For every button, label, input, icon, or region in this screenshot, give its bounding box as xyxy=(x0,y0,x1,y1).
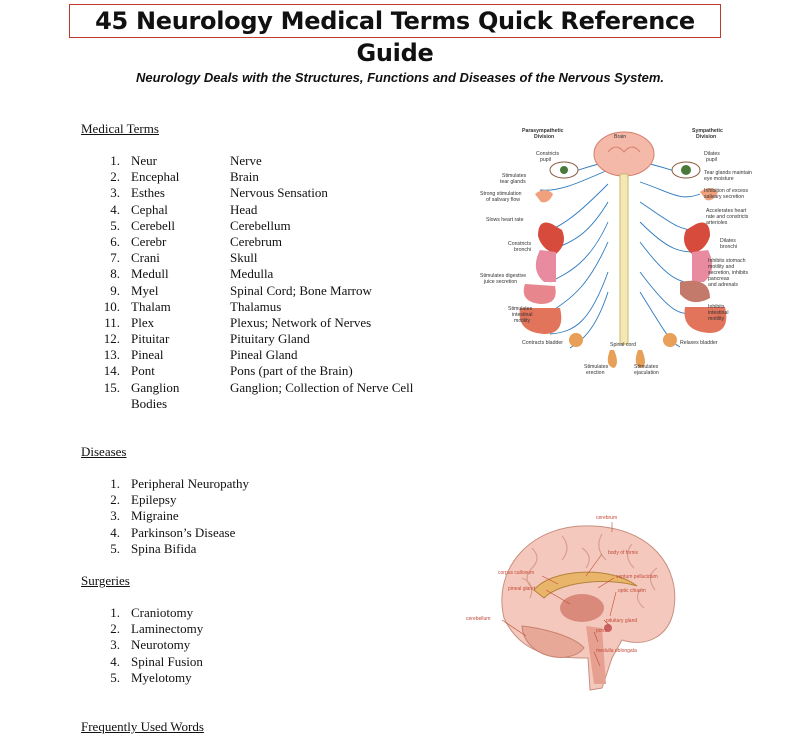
label-intestinal-left: intestinal xyxy=(512,312,533,318)
list-item xyxy=(0,654,400,670)
list-item xyxy=(0,218,440,234)
label-constricts-bronchi: Constricts xyxy=(508,241,532,247)
disease-name: Peripheral Neuropathy xyxy=(131,476,250,491)
label-secretion-inhibits: secretion, inhibits xyxy=(708,270,749,276)
label-inhibits-intestinal: Inhibits xyxy=(708,304,725,310)
item-number: 4. xyxy=(110,653,120,669)
term-meaning: Skull xyxy=(230,250,258,266)
bladder-right-icon xyxy=(663,333,677,347)
term-meaning: Pineal Gland xyxy=(230,347,298,363)
label-erection: erection xyxy=(586,370,605,376)
list-item xyxy=(0,185,440,201)
term-meaning: Thalamus xyxy=(230,298,282,314)
item-number: 2. xyxy=(110,492,120,508)
list-item xyxy=(0,250,440,266)
list-item xyxy=(0,363,440,379)
label-dilates-bronchi: Dilates xyxy=(720,238,736,244)
term-root: Pineal xyxy=(131,347,164,363)
term-root: Neur xyxy=(131,153,157,168)
list-item xyxy=(0,283,440,299)
label-inhibits-stomach: Inhibits stomach xyxy=(708,258,746,264)
diseases-list xyxy=(0,476,400,557)
item-number: 1. xyxy=(110,153,120,168)
label-salivary-secretion: salivary secretion xyxy=(704,194,745,200)
label-sympathetic: Sympathetic xyxy=(692,128,723,134)
frequently-used-heading: Frequently Used Words xyxy=(81,719,204,734)
list-item xyxy=(0,525,400,541)
item-number: 2. xyxy=(110,621,120,637)
item-number: 10. xyxy=(103,298,120,314)
surgery-name: Laminectomy xyxy=(131,621,204,637)
term-meaning: Cerebellum xyxy=(230,217,291,233)
label-stimulates-ejaculation: Stimulates xyxy=(634,364,659,370)
label-bronchi-right: bronchi xyxy=(720,244,738,250)
item-number: 14. xyxy=(103,363,120,379)
item-number: 5. xyxy=(110,669,120,685)
label-bronchi-left: bronchi xyxy=(514,247,532,253)
list-item xyxy=(0,299,440,315)
term-meaning: Ganglion; Collection of Nerve Cell xyxy=(230,379,414,395)
item-number: 4. xyxy=(110,201,120,217)
term-meaning: Head xyxy=(230,201,258,217)
list-item xyxy=(0,347,440,363)
salivary-left-icon xyxy=(535,190,553,202)
item-number: 12. xyxy=(103,331,120,347)
list-item xyxy=(0,670,400,686)
label-pons: pons xyxy=(596,628,607,634)
term-root: Pont xyxy=(131,363,155,379)
item-number: 5. xyxy=(110,217,120,233)
term-root: Esthes xyxy=(131,185,165,201)
label-cerebellum: cerebellum xyxy=(466,616,491,622)
label-division-right: Division xyxy=(696,134,717,140)
label-and-adrenals: and adrenals xyxy=(708,282,738,288)
label-stimulates-tear: Stimulates xyxy=(502,173,527,179)
disease-name: Parkinson’s Disease xyxy=(131,524,236,540)
term-root: Medull xyxy=(131,266,169,282)
item-number: 5. xyxy=(110,540,120,556)
stomach-left-icon xyxy=(524,284,556,304)
label-parasympathetic: Parasympathetic xyxy=(522,128,564,134)
label-arterioles: arterioles xyxy=(706,220,728,226)
surgery-name: Myelotomy xyxy=(131,669,192,685)
term-meaning: Spinal Cord; Bone Marrow xyxy=(230,282,372,298)
item-number: 3. xyxy=(110,637,120,653)
label-pancreas: pancreas xyxy=(708,276,730,282)
heart-left-icon xyxy=(538,223,564,255)
item-number: 8. xyxy=(110,266,120,282)
label-pituitary-gland: pituitary gland xyxy=(606,618,638,624)
item-number: 2. xyxy=(110,169,120,185)
label-optic-chiasm: optic chiasm xyxy=(618,588,646,594)
disease-name: Epilepsy xyxy=(131,492,177,508)
list-item xyxy=(0,476,400,492)
term-root: Cerebell xyxy=(131,217,176,233)
list-item xyxy=(0,234,440,250)
term-meaning: Plexus; Network of Nerves xyxy=(230,314,372,330)
surgery-name: Neurotomy xyxy=(131,637,191,653)
list-item xyxy=(0,508,400,524)
list-item xyxy=(0,380,440,412)
list-item xyxy=(0,605,400,621)
bladder-left-icon xyxy=(569,333,583,347)
item-number: 4. xyxy=(110,524,120,540)
list-item xyxy=(0,315,440,331)
diseases-heading: Diseases xyxy=(81,444,127,459)
list-item xyxy=(0,637,400,653)
autonomic-nervous-system-diagram xyxy=(480,122,770,384)
label-pineal-gland: pineal gland xyxy=(508,586,535,592)
label-brain: Brain xyxy=(614,134,627,140)
label-accelerates-heart: Accelerates heart xyxy=(706,208,747,214)
lung-left-icon xyxy=(536,250,556,282)
item-number: 3. xyxy=(110,508,120,524)
label-relaxes-bladder: Relaxes bladder xyxy=(680,340,718,346)
brain-sagittal-diagram xyxy=(462,508,712,693)
label-stimulates-digestive: Stimulates digestive xyxy=(480,273,527,279)
label-corpus-callosum: corpus callosum xyxy=(498,570,535,576)
surgery-name: Craniotomy xyxy=(131,605,194,620)
label-strong-stimulation: Strong stimulation xyxy=(480,191,522,197)
term-root: Thalam xyxy=(131,298,171,314)
label-pupil-right: pupil xyxy=(706,157,717,163)
term-meaning: Pons (part of the Brain) xyxy=(230,363,353,379)
label-tear-maintain: Tear glands maintain xyxy=(704,170,752,176)
liver-right-icon xyxy=(680,281,710,302)
label-ejaculation: ejaculation xyxy=(634,370,659,376)
item-number: 9. xyxy=(110,282,120,298)
heart-right-icon xyxy=(684,223,710,255)
list-item xyxy=(0,266,440,282)
medical-terms-list xyxy=(0,153,440,412)
item-number: 11. xyxy=(104,314,120,330)
item-number: 6. xyxy=(110,233,120,249)
term-root xyxy=(131,380,179,412)
item-number: 15. xyxy=(103,379,120,395)
spinal-cord-shape xyxy=(620,174,628,344)
label-division-left: Division xyxy=(534,134,555,140)
item-number: 1. xyxy=(110,605,120,620)
term-meaning: Brain xyxy=(230,169,259,185)
label-stimulates-erection: Stimulates xyxy=(584,364,609,370)
term-root: Plex xyxy=(131,314,155,330)
label-stimulates-intestinal: Stimulates xyxy=(508,306,533,312)
list-item xyxy=(0,621,400,637)
term-meaning: Nervous Sensation xyxy=(230,185,328,201)
label-contracts-bladder: Contracts bladder xyxy=(522,340,563,346)
surgery-name: Spinal Fusion xyxy=(131,653,203,669)
term-root-line2: Bodies xyxy=(131,395,168,411)
surgeries-heading: Surgeries xyxy=(81,573,130,588)
term-root: Encephal xyxy=(131,169,180,185)
page-subtitle: Neurology Deals with the Structures, Functions and Diseases of the Nervous System. xyxy=(135,70,665,85)
label-slows-heart: Slows heart rate xyxy=(486,217,524,223)
label-motility-left: motility xyxy=(514,318,531,324)
label-spinal-cord: Spinal cord xyxy=(610,342,636,348)
term-root: Cerebr xyxy=(131,233,167,249)
surgeries-list xyxy=(0,605,400,686)
label-rate-constricts: rate and constricts xyxy=(706,214,749,220)
term-root: Crani xyxy=(131,250,160,266)
label-pupil-left: pupil xyxy=(540,157,551,163)
term-root-line1: Ganglion xyxy=(131,379,180,395)
label-dilates: Dilates xyxy=(704,151,720,157)
list-item xyxy=(0,202,440,218)
item-number: 7. xyxy=(110,250,120,266)
term-root: Pituitar xyxy=(131,331,170,347)
item-number: 3. xyxy=(110,185,120,201)
label-constricts: Constricts xyxy=(536,151,560,157)
label-tear-glands: tear glands xyxy=(500,179,526,185)
page-title: 45 Neurology Medical Terms Quick Reference Guide xyxy=(95,7,695,67)
medical-terms-heading: Medical Terms xyxy=(81,121,159,136)
label-medulla-oblongata: medulla oblongata xyxy=(596,648,637,654)
list-item xyxy=(0,492,400,508)
term-root: Myel xyxy=(131,282,159,298)
term-meaning: Cerebrum xyxy=(230,233,282,249)
title-box xyxy=(69,4,721,67)
label-eye-moisture: eye moisture xyxy=(704,176,734,182)
list-item xyxy=(0,541,400,557)
label-salivary-flow: of salivary flow xyxy=(486,197,521,203)
list-item xyxy=(0,153,440,169)
term-meaning: Pituitary Gland xyxy=(230,331,310,347)
item-number: 1. xyxy=(110,476,120,491)
reproductive-left-icon xyxy=(608,350,617,368)
disease-name: Migraine xyxy=(131,508,179,524)
term-meaning: Medulla xyxy=(230,266,274,282)
list-item xyxy=(0,169,440,185)
disease-name: Spina Bifida xyxy=(131,540,197,556)
label-inhibition-excess: Inhibition of excess xyxy=(704,188,749,194)
label-septum-pellucidum: septum pellucidum xyxy=(616,574,658,580)
term-meaning: Nerve xyxy=(230,153,262,168)
label-body-of-fornix: body of fornix xyxy=(608,550,639,556)
label-cerebrum: cerebrum xyxy=(596,515,618,521)
thalamus-shape xyxy=(560,594,604,622)
list-item xyxy=(0,331,440,347)
item-number: 13. xyxy=(103,347,120,363)
label-juice-secretion: juice secretion xyxy=(484,279,518,285)
term-root: Cephal xyxy=(131,201,168,217)
label-intestinal-right: intestinal xyxy=(708,310,729,316)
label-motility-right: motility xyxy=(708,316,725,322)
label-motility-and: motility and xyxy=(708,264,735,270)
